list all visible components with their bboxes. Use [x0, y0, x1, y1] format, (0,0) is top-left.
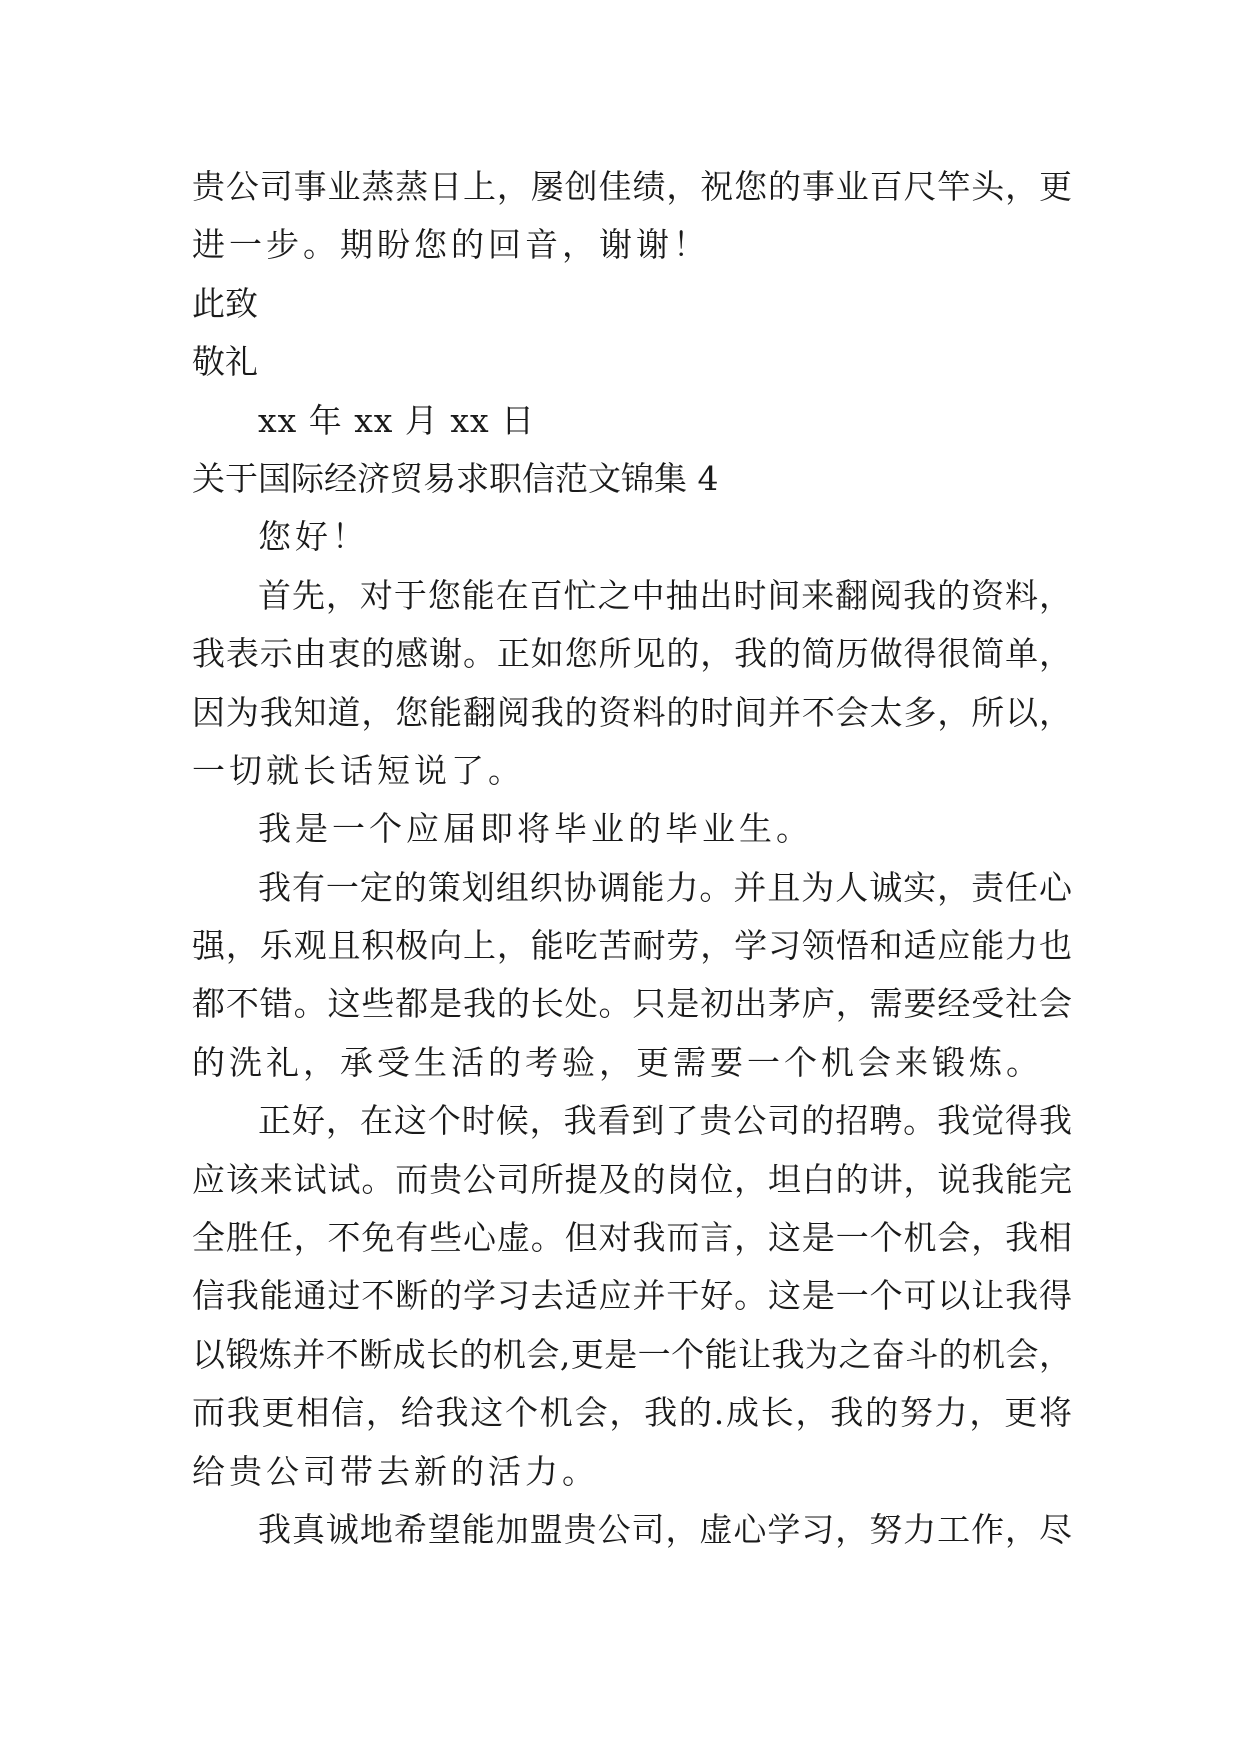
text-line: 我真诚地希望能加盟贵公司，虚心学习，努力工作，尽: [258, 1509, 1072, 1549]
text-line: 而我更相信，给我这个机会，我的.成长，我的努力，更将: [192, 1393, 1072, 1433]
closing-line: 此致: [192, 283, 258, 323]
text-line: 我表示由衷的感谢。正如您所见的，我的简历做得很简单，: [192, 634, 1072, 674]
text-line: 我有一定的策划组织协调能力。并且为人诚实，责任心: [258, 867, 1072, 907]
section-title: 关于国际经济贸易求职信范文锦集 4: [192, 458, 719, 498]
text-line: 一切就长话短说了。: [192, 750, 525, 790]
closing-salutation: 敬礼: [192, 342, 258, 382]
text-line: 都不错。这些都是我的长处。只是初出茅庐，需要经受社会: [192, 984, 1072, 1024]
text-line: 信我能通过不断的学习去适应并干好。这是一个可以让我得: [192, 1276, 1072, 1316]
text-line: 因为我知道，您能翻阅我的资料的时间并不会太多，所以，: [192, 692, 1072, 732]
text-line: 首先，对于您能在百忙之中抽出时间来翻阅我的资料，: [258, 575, 1072, 615]
text-line: 强，乐观且积极向上，能吃苦耐劳，学习领悟和适应能力也: [192, 926, 1072, 966]
letter-date: xx 年 xx 月 xx 日: [258, 400, 536, 440]
text-line: 全胜任，不免有些心虚。但对我而言，这是一个机会，我相: [192, 1218, 1072, 1258]
text-line: 给贵公司带去新的活力。: [192, 1451, 599, 1491]
text-line: 以锻炼并不断成长的机会,更是一个能让我为之奋斗的机会，: [192, 1334, 1072, 1374]
text-line: 我是一个应届即将毕业的毕业生。: [258, 809, 813, 849]
text-line: 贵公司事业蒸蒸日上，屡创佳绩，祝您的事业百尺竿头，更: [192, 167, 1072, 206]
letter-body: [192, 158, 1072, 1559]
text-line: 的洗礼，承受生活的考验，更需要一个机会来锻炼。: [192, 1042, 1043, 1082]
greeting: 您好！: [258, 517, 369, 557]
text-line: 正好，在这个时候，我看到了贵公司的招聘。我觉得我: [258, 1101, 1072, 1141]
text-line: 进一步。期盼您的回音，谢谢！: [192, 225, 710, 265]
text-line: 应该来试试。而贵公司所提及的岗位，坦白的讲，说我能完: [192, 1159, 1072, 1199]
